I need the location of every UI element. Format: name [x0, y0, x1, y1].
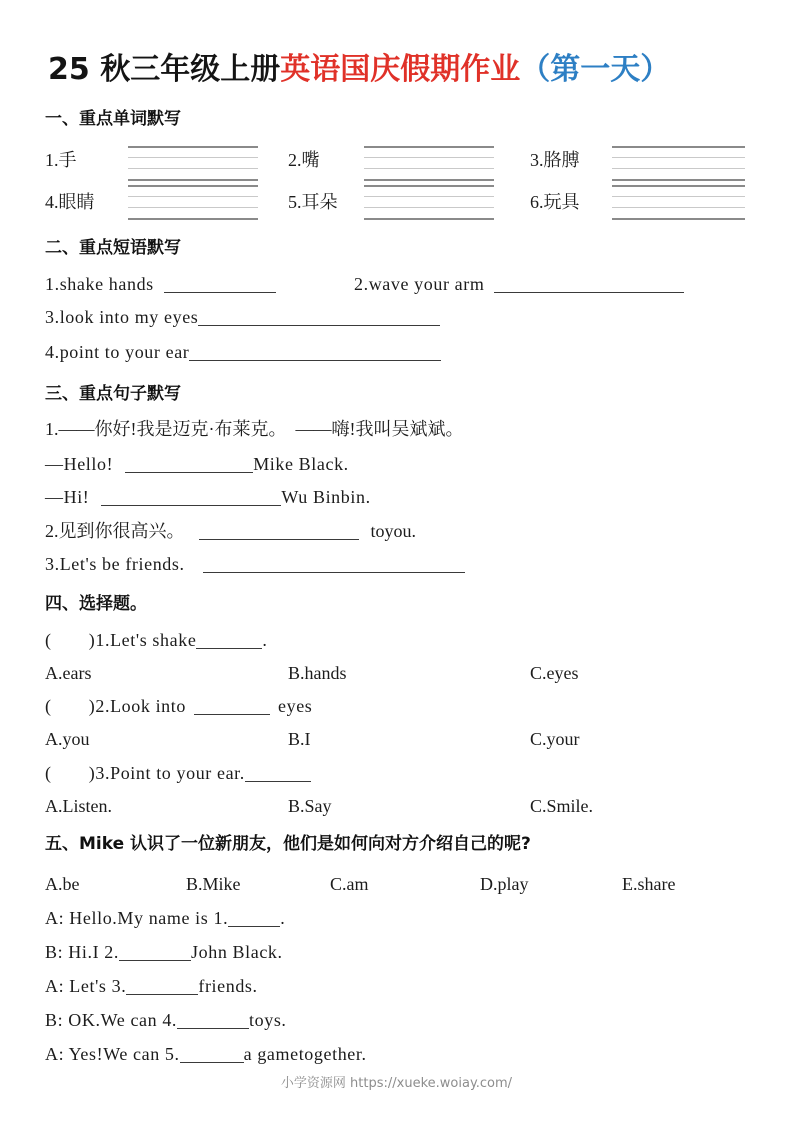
dialogue-line-3-pre: A: Let's 3.	[45, 976, 127, 996]
sentence-blank-2[interactable]	[199, 522, 359, 540]
writing-stave-2	[364, 146, 494, 182]
choice-question-3-bracket[interactable]: ( )	[45, 763, 96, 783]
dialogue-blank-3[interactable]	[126, 977, 198, 995]
dialogue-line-4-post: toys.	[249, 1010, 287, 1030]
vocab-item-1	[45, 148, 77, 172]
wordbank-option-a[interactable]: A.be	[45, 874, 80, 894]
section-5-heading: 五、Mike 认识了一位新朋友，他们是如何向对方介绍自己的呢?	[45, 834, 531, 854]
choice-2-option-c[interactable]: C.your	[530, 729, 580, 749]
writing-stave-1	[128, 146, 258, 182]
section-2-heading: 二、重点短语默写	[45, 238, 181, 258]
dialogue-blank-5[interactable]	[180, 1045, 244, 1063]
page-title	[48, 50, 748, 90]
choice-2-option-b[interactable]: B.I	[288, 729, 311, 749]
sentence-blank-1b[interactable]	[101, 488, 281, 506]
choice-question-3	[45, 761, 311, 785]
wordbank-option-d[interactable]: D.play	[480, 874, 529, 894]
choice-question-1-stem: 1.Let's shake	[95, 630, 197, 650]
dialogue-line-4-pre: B: OK.We can 4.	[45, 1010, 178, 1030]
phrase-item-4	[45, 340, 441, 364]
phrase-item-4-num: 4.	[45, 342, 60, 362]
dialogue-line-5-post: a gametogether.	[243, 1044, 367, 1064]
wordbank-option-c[interactable]: C.am	[330, 874, 369, 894]
dialogue-line-1-post: .	[280, 908, 286, 928]
vocab-item-2-word: 嘴	[301, 150, 320, 170]
vocab-item-4-num: 4.	[45, 192, 59, 212]
choice-question-1-bracket[interactable]: ( )	[45, 630, 96, 650]
phrase-item-1	[45, 272, 276, 296]
vocab-item-6-word: 玩具	[543, 192, 580, 212]
choice-question-2-stem-post: eyes	[278, 696, 313, 716]
sentence-1-line-b-post: Wu Binbin.	[281, 487, 371, 507]
section-3-heading: 三、重点句子默写	[45, 384, 181, 404]
vocab-item-3	[530, 148, 580, 172]
phrase-blank-2[interactable]	[494, 275, 684, 293]
phrase-item-2	[354, 272, 684, 296]
choice-blank-3[interactable]	[245, 764, 311, 782]
choice-question-3-stem: 3.Point to your ear.	[95, 763, 245, 783]
vocab-item-2	[288, 148, 320, 172]
dialogue-line-2-post: John Black.	[191, 942, 283, 962]
choice-1-option-a[interactable]: A.ears	[45, 663, 92, 683]
title-part-black: 25 秋三年级上册	[48, 52, 281, 87]
sentence-1-line-a-post: Mike Black.	[253, 454, 349, 474]
vocab-item-5-word: 耳朵	[301, 192, 338, 212]
choice-question-2-stem: 2.Look into	[95, 696, 186, 716]
choice-3-option-c[interactable]: C.Smile.	[530, 796, 594, 816]
phrase-item-3	[45, 305, 440, 329]
choice-question-1-stem-post: .	[262, 630, 268, 650]
sentence-1-line-b-pre: —Hi!	[45, 487, 90, 507]
sentence-1-line-b	[45, 485, 371, 509]
choice-3-option-b[interactable]: B.Say	[288, 796, 332, 816]
section-4-heading: 四、选择题。	[45, 594, 147, 614]
writing-stave-3	[612, 146, 745, 182]
choice-blank-2[interactable]	[194, 697, 270, 715]
vocab-item-3-num: 3.	[530, 150, 544, 170]
wordbank-option-e[interactable]: E.share	[622, 874, 676, 894]
title-part-red: 英语国庆假期作业	[280, 52, 521, 87]
dialogue-line-5	[45, 1042, 367, 1066]
sentence-3	[45, 552, 465, 576]
vocab-item-6-num: 6.	[530, 192, 544, 212]
choice-1-option-c[interactable]: C.eyes	[530, 663, 579, 683]
vocab-item-6	[530, 190, 580, 214]
phrase-blank-4[interactable]	[189, 343, 441, 361]
dialogue-line-2-pre: B: Hi.I 2.	[45, 942, 120, 962]
phrase-item-2-text: wave your arm	[368, 274, 485, 294]
phrase-item-2-num: 2.	[354, 274, 369, 294]
vocab-item-2-num: 2.	[288, 150, 302, 170]
vocab-item-5	[288, 190, 338, 214]
sentence-1-line-a-pre: —Hello!	[45, 454, 114, 474]
section-1-heading: 一、重点单词默写	[45, 109, 181, 129]
sentence-2-post: toyou.	[370, 521, 417, 541]
choice-2-option-a[interactable]: A.you	[45, 729, 90, 749]
sentence-3-english: 3.Let's be friends.	[45, 554, 185, 574]
vocab-item-3-word: 胳膊	[543, 150, 580, 170]
dialogue-line-5-pre: A: Yes!We can 5.	[45, 1044, 180, 1064]
dialogue-line-1-pre: A: Hello.My name is 1.	[45, 908, 229, 928]
sentence-1-line-a	[45, 452, 349, 476]
phrase-item-4-text: point to your ear	[59, 342, 190, 362]
choice-1-option-b[interactable]: B.hands	[288, 663, 347, 683]
phrase-item-1-text: shake hands	[59, 274, 154, 294]
choice-question-1	[45, 628, 268, 652]
phrase-blank-1[interactable]	[164, 275, 276, 293]
vocab-item-1-word: 手	[58, 150, 77, 170]
dialogue-blank-4[interactable]	[177, 1011, 249, 1029]
dialogue-line-1	[45, 906, 285, 930]
dialogue-line-2	[45, 940, 283, 964]
writing-stave-6	[612, 185, 745, 221]
phrase-item-1-num: 1.	[45, 274, 60, 294]
choice-blank-1[interactable]	[196, 631, 262, 649]
vocab-item-4-word: 眼睛	[58, 192, 95, 212]
choice-question-2-bracket[interactable]: ( )	[45, 696, 96, 716]
sentence-1-chinese: 1.——你好!我是迈克·布莱克。 ——嗨!我叫吴斌斌。	[45, 419, 464, 439]
dialogue-blank-2[interactable]	[119, 943, 191, 961]
dialogue-line-3-post: friends.	[198, 976, 258, 996]
vocab-item-4	[45, 190, 95, 214]
writing-stave-5	[364, 185, 494, 221]
sentence-2	[45, 519, 416, 543]
vocab-item-5-num: 5.	[288, 192, 302, 212]
footer-watermark: 小学资源网 https://xueke.woiay.com/	[280, 1076, 513, 1091]
vocab-item-1-num: 1.	[45, 150, 59, 170]
phrase-item-3-num: 3.	[45, 307, 60, 327]
sentence-2-chinese: 2.见到你很高兴。	[45, 521, 185, 541]
wordbank-option-b[interactable]: B.Mike	[186, 874, 241, 894]
title-part-blue: （第一天）	[520, 52, 671, 87]
phrase-blank-3[interactable]	[198, 308, 440, 326]
sentence-blank-3[interactable]	[203, 555, 465, 573]
dialogue-line-3	[45, 974, 258, 998]
phrase-item-3-text: look into my eyes	[59, 307, 199, 327]
dialogue-blank-1[interactable]	[228, 909, 280, 927]
sentence-blank-1a[interactable]	[125, 455, 253, 473]
choice-3-option-a[interactable]: A.Listen.	[45, 796, 112, 816]
choice-question-2	[45, 694, 312, 718]
writing-stave-4	[128, 185, 258, 221]
dialogue-line-4	[45, 1008, 287, 1032]
